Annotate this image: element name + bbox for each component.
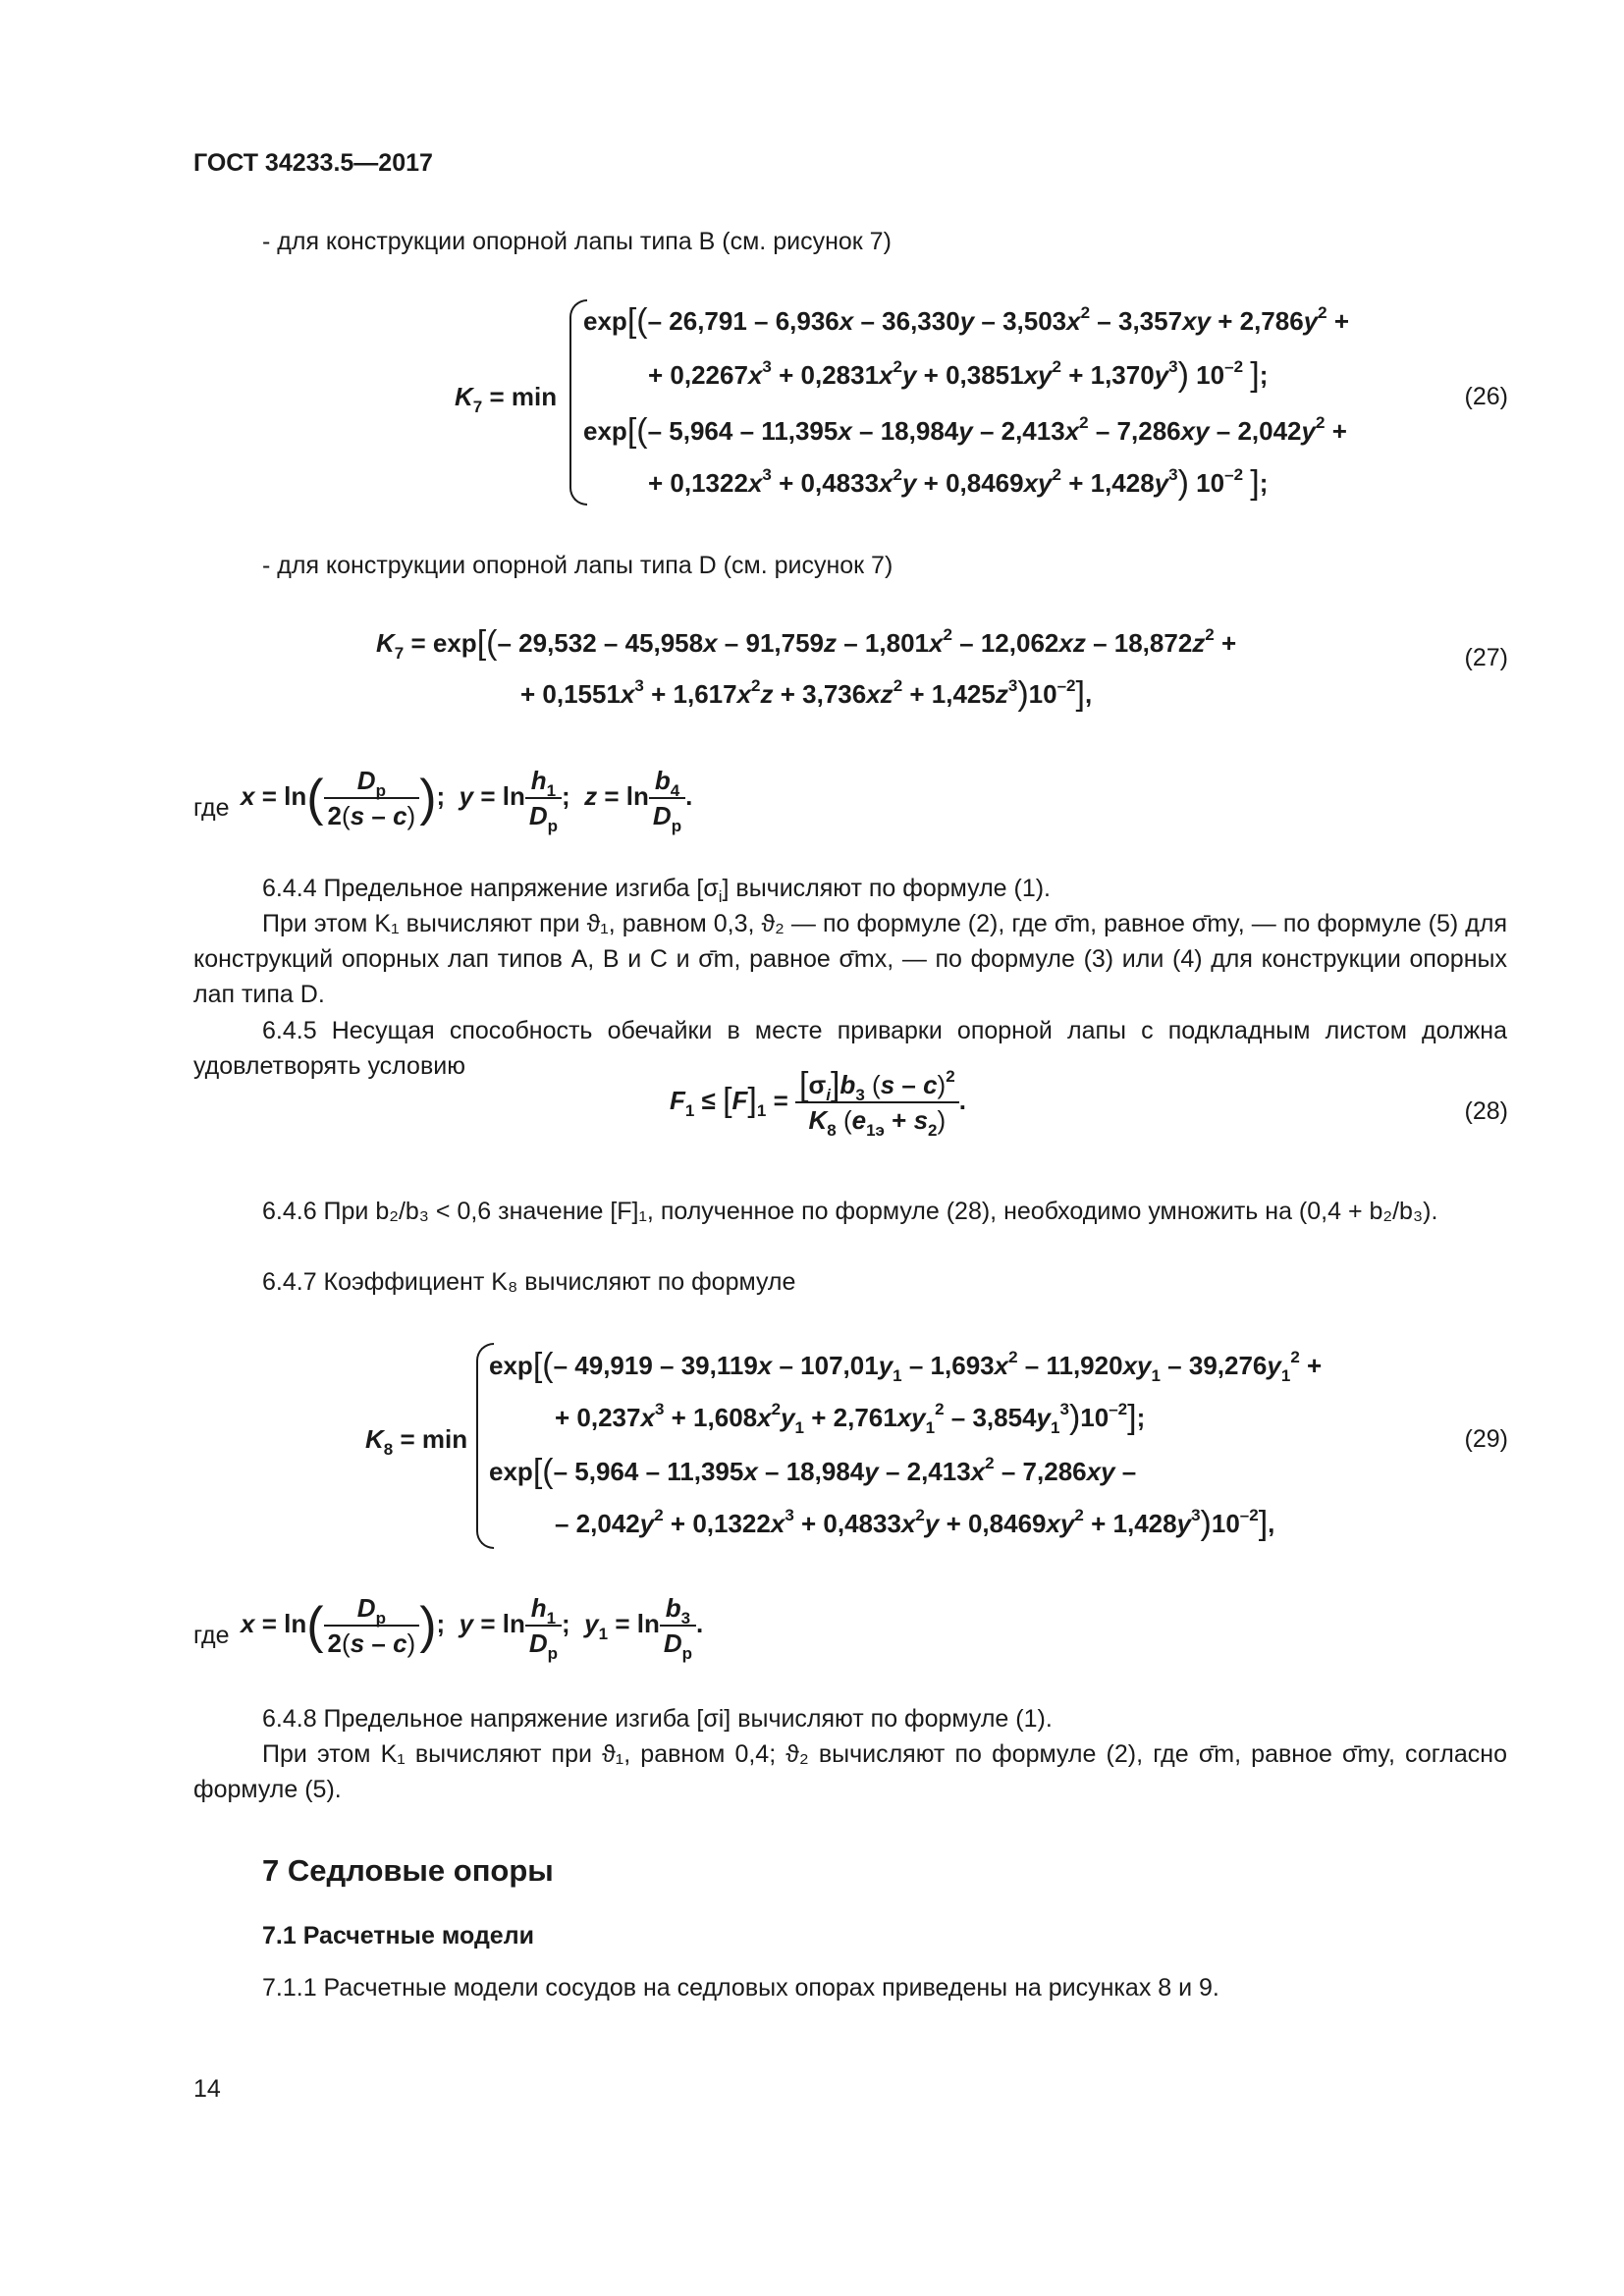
where-label-1: где [193, 794, 230, 822]
formula-29-line4: – $2,042y^2 + 0,1322x^3 + 0,4833x^2y + 0,8469xy^2 + 1,428y^3)10^{-2}$], [555, 1505, 1275, 1542]
formula-26-line3: exp[(– $5,964 - 11,395x - 18,984y - 2,413x^2 - 7,286xy - 2,042y^2$ + [583, 412, 1347, 450]
page-number: 14 [193, 2075, 221, 2103]
formula-26-line2: + $0,2267x^3 + 0,2831x^2y + 0,3851xy^2 + 1,370y^3$) $10^{-2}$ ]; [648, 356, 1269, 394]
equation-number-26: (26) [1464, 383, 1508, 410]
paragraph-6-4-7: 6.4.7 Коэффициент K₈ вычисляют по формуле [262, 1268, 796, 1296]
paragraph-6-4-4-b: При этом K₁ вычисляют при ϑ₁, равном 0,3, ϑ₂ — по формуле (2), где σ̄m, равное σ̄my, — по формуле (5) для конструкций опорных лап типов A, B и C и σ̄m, равное σ̄mx, — по формуле (3) или (4) для конструкции опорных лап типа D. [193, 910, 1507, 1008]
equation-number-27: (27) [1464, 644, 1508, 671]
where-definitions-1: x = ln( $\frac{D_p}{2(s - c)}$ ); y = ln $\frac{h_1}{D_p}$ ; z = ln $\frac{b_4}{D_p}$ . [241, 766, 693, 835]
formula-27-line1: $K_7 = \exp[(-$ $29,532 - 45,958x - 91,759z - 1,801x^2 - 12,062xz - 18,872z^2$ + [376, 624, 1237, 663]
formula-28: $F_1 \le [F]_1$ = $\frac{[\sigma_i]b_3 (s - c)^2}{K_8 (e_{1э} + s_2)}$ . [670, 1066, 966, 1140]
paragraph-6-4-8: 6.4.8 Предельное напряжение изгиба [σi] вычисляют по формуле (1). [262, 1705, 1053, 1733]
formula-26-line4: + $0,1322x^3 + 0,4833x^2y + 0,8469xy^2 + 1,428y^3$) $10^{-2}$ ]; [648, 464, 1269, 502]
paragraph-7-1-1: 7.1.1 Расчетные модели сосудов на седловых опорах приведены на рисунках 8 и 9. [262, 1974, 1219, 2002]
formula-27-line2: + $0,1551x^3 + 1,617x^2z + 3,736xz^2 + 1,425z^3)10^{-2}$], [520, 675, 1093, 713]
formula-26-lhs: $K_7 = \min$ [455, 382, 558, 416]
section-7-1-heading: 7.1 Расчетные модели [262, 1922, 534, 1949]
document-header: ГОСТ 34233.5—2017 [193, 149, 433, 177]
paragraph-6-4-5: 6.4.5 Несущая способность обечайки в месте приварки опорной лапы с подкладным листом должна удовлетворять условию [193, 1017, 1507, 1080]
section-7-heading: 7 Седловые опоры [262, 1853, 554, 1888]
formula-29-line3: exp[(– $5,964 - 11,395x - 18,984y - 2,413x^2 - 7,286xy$ – [489, 1453, 1137, 1490]
where-definitions-2: x = ln( $\frac{D_p}{2(s - c)}$ ); y = ln $\frac{h_1}{D_p}$ ; $y_1 = \ln$ $\frac{b_3}{D_p}$ . [241, 1593, 704, 1663]
formula-29-line2: + $0,237x^3 + 1,608x^2y_1 + 2,761xy_1^2 - 3,854y_1^3)10^{-2}$]; [555, 1399, 1146, 1437]
paragraph-6-4-8-b: При этом K₁ вычисляют при ϑ₁, равном 0,4; ϑ₂ вычисляют по формуле (2), где σ̄m, равное σ̄my, согласно формуле (5). [193, 1740, 1507, 1803]
formula-29-line1: exp[(– $49,919 - 39,119x - 107,01y_1 - 1,693x^2 - 11,920xy_1 - 39,276y_1^2$ + [489, 1347, 1323, 1385]
equation-number-28: (28) [1464, 1097, 1508, 1125]
paragraph-6-4-4: 6.4.4 Предельное напряжение изгиба $[\sigma_i]$ вычисляют по формуле (1). [262, 875, 1052, 906]
where-label-2: где [193, 1622, 230, 1649]
paragraph-6-4-6: 6.4.6 При b₂/b₃ < 0,6 значение [F]₁, полученное по формуле (28), необходимо умножить на (0,4 + b₂/b₃). [262, 1198, 1438, 1225]
equation-number-29: (29) [1464, 1425, 1508, 1453]
formula-26-line1: exp[(– $26,791 - 6,936x - 36,330y - 3,503x^2 - 3,357xy + 2,786y^2$ + [583, 302, 1350, 340]
intro-type-b: - для конструкции опорной лапы типа В (см. рисунок 7) [262, 228, 892, 255]
formula-29-lhs: $K_8 = \min$ [365, 1424, 468, 1459]
intro-type-d: - для конструкции опорной лапы типа D (см. рисунок 7) [262, 552, 893, 579]
